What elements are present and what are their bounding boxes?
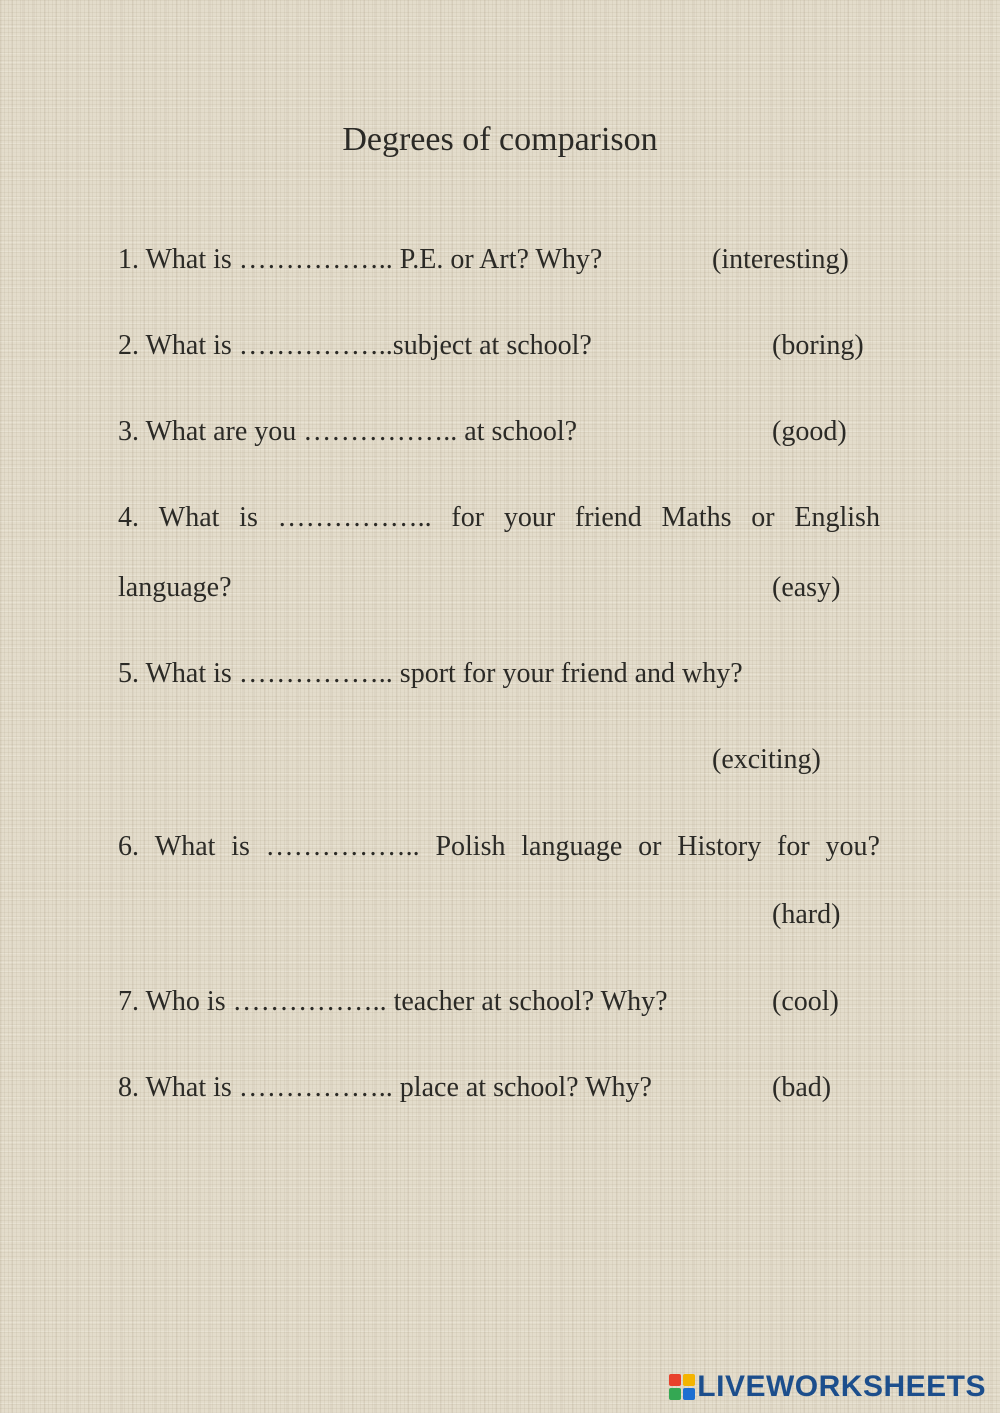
question-4-word: your xyxy=(503,502,556,533)
question-6-line-1 xyxy=(118,829,880,865)
question-6-word: or xyxy=(638,831,662,862)
question-8-hint: (bad) xyxy=(772,1072,832,1103)
question-4-word: Maths xyxy=(661,502,732,533)
question-4-word: friend xyxy=(574,502,642,533)
logo-square xyxy=(669,1388,681,1400)
question-2 xyxy=(118,328,880,364)
question-6-word: What xyxy=(154,831,216,862)
question-4-blank: …………….. xyxy=(277,502,432,533)
question-3-hint: (good) xyxy=(772,416,847,447)
question-1-text: 1. What is …………….. P.E. or Art? Why? xyxy=(118,244,603,275)
question-6-word: for xyxy=(777,831,810,862)
logo-square xyxy=(683,1388,695,1400)
question-6-word: you? xyxy=(825,831,880,862)
question-5-hint: (exciting) xyxy=(712,744,821,775)
question-6-word: 6. xyxy=(118,831,139,862)
question-2-text: 2. What is ……………..subject at school? xyxy=(118,330,592,361)
question-3-text: 3. What are you …………….. at school? xyxy=(118,416,578,447)
question-4-word: or xyxy=(751,502,775,533)
liveworksheets-logo[interactable] xyxy=(669,1369,986,1405)
question-1 xyxy=(118,242,880,278)
question-4-line-2 xyxy=(118,570,880,606)
question-6-word: language xyxy=(521,831,623,862)
liveworksheets-logo-icon xyxy=(669,1374,695,1400)
question-4-word: is xyxy=(239,502,258,533)
question-5 xyxy=(118,656,880,692)
question-4-hint: (easy) xyxy=(772,572,841,603)
question-2-hint: (boring) xyxy=(772,330,864,361)
question-6-word: Polish xyxy=(435,831,506,862)
question-4-word: for xyxy=(451,502,485,533)
question-8 xyxy=(118,1070,880,1106)
question-1-hint: (interesting) xyxy=(712,244,849,275)
logo-square xyxy=(669,1374,681,1386)
question-4-line-1 xyxy=(118,500,880,536)
question-7-text: 7. Who is …………….. teacher at school? Why? xyxy=(118,986,668,1017)
question-7-hint: (cool) xyxy=(772,986,839,1017)
question-8-text: 8. What is …………….. place at school? Why? xyxy=(118,1072,652,1103)
question-6-word: History xyxy=(677,831,762,862)
question-6-word: is xyxy=(231,831,250,862)
question-3 xyxy=(118,414,880,450)
question-6-hint: (hard) xyxy=(772,899,841,930)
question-6-blank: …………….. xyxy=(265,831,420,862)
question-4-word: English xyxy=(794,502,880,533)
question-4-text-continued: language? xyxy=(118,572,232,603)
worksheet-title: Degrees of comparison xyxy=(342,121,658,158)
liveworksheets-logo-text: LIVEWORKSHEETS xyxy=(697,1370,986,1403)
question-5-text: 5. What is …………….. sport for your friend and why? xyxy=(118,658,743,689)
logo-square xyxy=(683,1374,695,1386)
question-4-word: 4. xyxy=(118,502,139,533)
question-4-word: What xyxy=(158,502,220,533)
question-7 xyxy=(118,984,880,1020)
